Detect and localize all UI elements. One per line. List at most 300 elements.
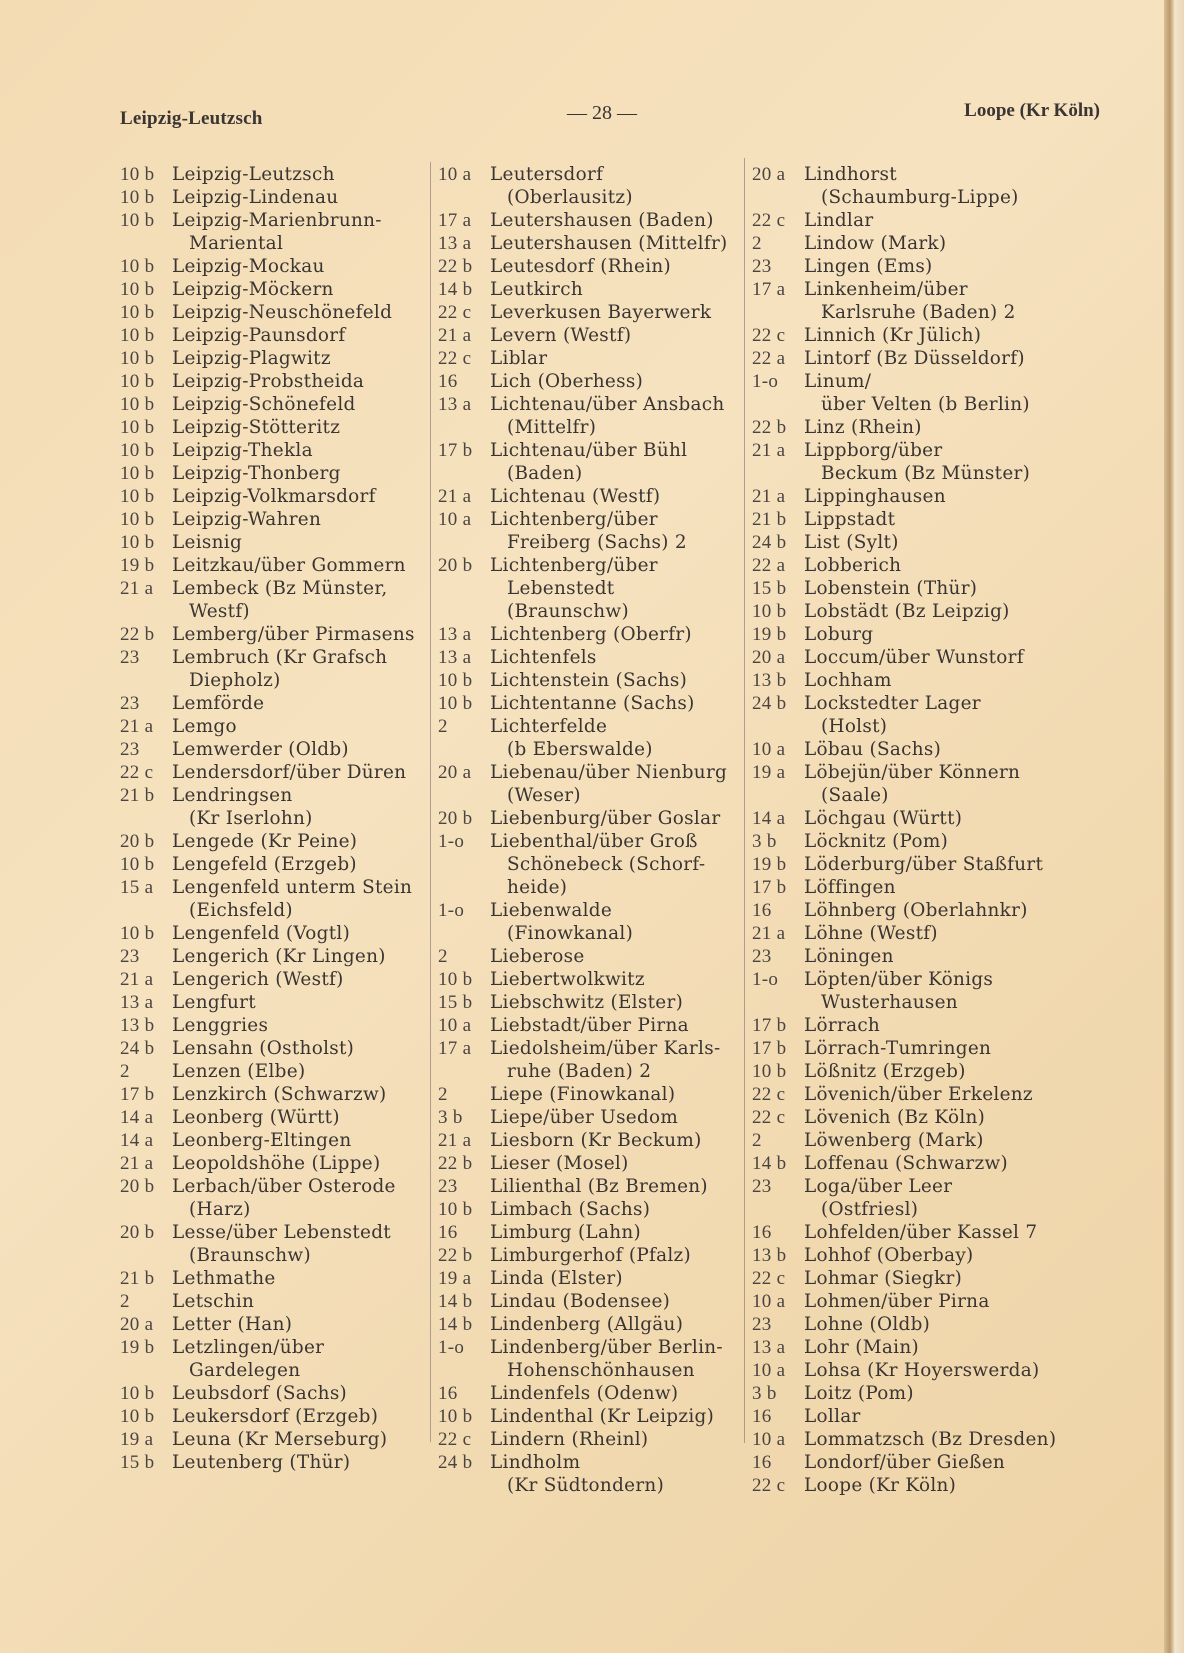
- entry-place-name: Lichtenau/über Ansbach: [490, 394, 725, 415]
- entry-place: [490, 1336, 743, 1382]
- entry-place: [172, 393, 435, 416]
- index-entry: [438, 899, 743, 945]
- page-number: — 28 —: [567, 102, 637, 124]
- entry-code: 14 a: [120, 1130, 154, 1151]
- index-entry: [752, 1267, 1072, 1290]
- entry-place: [804, 1152, 1072, 1175]
- entry-code: 10 b: [120, 302, 155, 323]
- entry-code: 10 b: [438, 1406, 473, 1427]
- index-entry: [438, 163, 743, 209]
- index-entry: [438, 1037, 743, 1083]
- index-entry: [438, 232, 743, 255]
- entry-place-name: Lengenfeld unterm Stein: [172, 877, 413, 898]
- entry-code: 10 b: [120, 325, 155, 346]
- entry-code: 10 a: [752, 1360, 786, 1381]
- index-entry: [752, 1083, 1072, 1106]
- index-entry: [752, 1014, 1072, 1037]
- entry-code: 10 b: [120, 164, 155, 185]
- index-entry: [752, 830, 1072, 853]
- entry-place: [804, 485, 1072, 508]
- entry-place-name: Löffingen: [804, 877, 896, 898]
- entry-place-name: Leopoldshöhe (Lippe): [172, 1153, 381, 1174]
- entry-place-name: Leutershausen (Baden): [490, 210, 714, 231]
- entry-place-continuation: Westf): [189, 601, 250, 622]
- index-entry: [120, 1267, 435, 1290]
- index-entry: [438, 1290, 743, 1313]
- entry-code: 22 c: [752, 325, 786, 346]
- entry-place: [490, 1382, 743, 1405]
- index-entry: [120, 692, 435, 715]
- entry-place: [172, 531, 435, 554]
- entry-place-name: Leutkirch: [490, 279, 583, 300]
- index-entry: [120, 1106, 435, 1129]
- index-entry: [752, 853, 1072, 876]
- index-entry: [438, 1451, 743, 1497]
- entry-code: 20 b: [120, 831, 155, 852]
- entry-code: 19 a: [120, 1429, 154, 1450]
- entry-place-name: Lichtenstein (Sachs): [490, 670, 688, 691]
- entry-code: 20 b: [438, 555, 473, 576]
- entry-place: [804, 1083, 1072, 1106]
- index-entry: [438, 1405, 743, 1428]
- entry-code: 22 c: [438, 1429, 472, 1450]
- entry-code: 22 c: [752, 1084, 786, 1105]
- entry-place-name: Lichtenberg/über: [490, 555, 658, 576]
- entry-place-name: Liepe/über Usedom: [490, 1107, 679, 1128]
- index-entry: [438, 1336, 743, 1382]
- column-divider: [744, 158, 745, 1443]
- entry-place: [172, 1175, 435, 1221]
- entry-place-name: Loope (Kr Köln): [804, 1475, 957, 1496]
- entry-place: [172, 485, 435, 508]
- entry-place-name: Lenggries: [172, 1015, 269, 1036]
- index-entry: [752, 324, 1072, 347]
- index-entry: [438, 1244, 743, 1267]
- entry-place-name: Leipzig-Probstheida: [172, 371, 365, 392]
- entry-place-name: Liblar: [490, 348, 548, 369]
- index-entry: [752, 807, 1072, 830]
- entry-place: [804, 1267, 1072, 1290]
- entry-place: [804, 1428, 1072, 1451]
- index-entry: [120, 1290, 435, 1313]
- index-entry: [752, 899, 1072, 922]
- index-entry: [438, 761, 743, 807]
- entry-place-continuation: (Mittelfr): [507, 417, 597, 438]
- header-last-entry: Loope (Kr Köln): [964, 100, 1100, 121]
- header-first-entry: Leipzig-Leutzsch: [120, 108, 263, 129]
- entry-place: [490, 1267, 743, 1290]
- entry-code: 1-o: [752, 969, 779, 990]
- entry-code: 10 b: [752, 601, 787, 622]
- index-entry: [438, 692, 743, 715]
- entry-place-name: Lintorf (Bz Düsseldorf): [804, 348, 1025, 369]
- page-header: [120, 100, 1100, 130]
- index-entry: [438, 554, 743, 623]
- entry-place-name: Liebenwalde: [490, 900, 613, 921]
- index-entry: [120, 968, 435, 991]
- entry-place: [172, 163, 435, 186]
- entry-place-name: Lövenich (Bz Köln): [804, 1107, 986, 1128]
- entry-place: [490, 1037, 743, 1083]
- index-entry: [438, 1129, 743, 1152]
- entry-code: 10 b: [120, 256, 155, 277]
- entry-code: 16: [752, 1222, 772, 1243]
- entry-place: [490, 945, 743, 968]
- entry-code: 21 a: [752, 923, 786, 944]
- entry-place-name: Löbau (Sachs): [804, 739, 942, 760]
- index-entry: [120, 830, 435, 853]
- entry-place: [490, 1014, 743, 1037]
- index-entry: [120, 278, 435, 301]
- entry-place-name: Lieser (Mosel): [490, 1153, 629, 1174]
- entry-place-name: Lengefeld (Erzgeb): [172, 854, 357, 875]
- entry-code: 10 b: [120, 923, 155, 944]
- entry-place-name: Löchgau (Württ): [804, 808, 963, 829]
- index-entry: [438, 991, 743, 1014]
- entry-place-name: Liedolsheim/über Karls-: [490, 1038, 721, 1059]
- entry-place-name: Lembruch (Kr Grafsch: [172, 647, 388, 668]
- entry-place: [804, 922, 1072, 945]
- entry-place-name: Lohne (Oldb): [804, 1314, 931, 1335]
- entry-code: 13 b: [752, 1245, 787, 1266]
- entry-code: 22 c: [752, 1268, 786, 1289]
- entry-place: [172, 1083, 435, 1106]
- entry-place: [804, 1474, 1072, 1497]
- index-entry: [120, 462, 435, 485]
- index-entry: [752, 600, 1072, 623]
- entry-code: 22 c: [438, 302, 472, 323]
- index-entry: [752, 761, 1072, 807]
- index-entry: [752, 1152, 1072, 1175]
- entry-place-name: Liebstadt/über Pirna: [490, 1015, 689, 1036]
- entry-place: [490, 1083, 743, 1106]
- entry-place-name: Lobberich: [804, 555, 902, 576]
- index-entry: [120, 324, 435, 347]
- entry-place: [490, 255, 743, 278]
- index-entry: [120, 1336, 435, 1382]
- entry-place-name: Lommatzsch (Bz Dresden): [804, 1429, 1057, 1450]
- entry-code: 10 b: [120, 463, 155, 484]
- entry-place-name: Lobstädt (Bz Leipzig): [804, 601, 1010, 622]
- entry-place-continuation: Gardelegen: [189, 1360, 301, 1381]
- entry-place-continuation: (Saale): [821, 785, 889, 806]
- entry-code: 23: [120, 946, 140, 967]
- entry-place: [172, 1014, 435, 1037]
- index-entry: [752, 508, 1072, 531]
- entry-code: 2: [120, 1061, 130, 1082]
- entry-place-name: Löderburg/über Staßfurt: [804, 854, 1044, 875]
- index-entry: [752, 163, 1072, 209]
- entry-code: 17 a: [438, 210, 472, 231]
- entry-place: [490, 1451, 743, 1497]
- entry-place: [172, 1428, 435, 1451]
- entry-code: 14 b: [438, 1314, 473, 1335]
- index-entry: [438, 1267, 743, 1290]
- entry-place-name: Lindlar: [804, 210, 874, 231]
- entry-place-name: Lichterfelde: [490, 716, 608, 737]
- entry-code: 14 a: [120, 1107, 154, 1128]
- entry-code: 22 c: [752, 1475, 786, 1496]
- column-2: [438, 163, 743, 1497]
- entry-code: 16: [438, 1383, 458, 1404]
- index-entry: [120, 301, 435, 324]
- entry-place-name: Leitzkau/über Gommern: [172, 555, 406, 576]
- entry-place-name: Liebertwolkwitz: [490, 969, 645, 990]
- index-entry: [752, 1290, 1072, 1313]
- entry-place: [490, 163, 743, 209]
- entry-place-name: Leukersdorf (Erzgeb): [172, 1406, 379, 1427]
- entry-place: [804, 1221, 1072, 1244]
- entry-place: [172, 554, 435, 577]
- entry-place: [804, 1336, 1072, 1359]
- entry-place-name: Leonberg-Eltingen: [172, 1130, 352, 1151]
- entry-place: [490, 1405, 743, 1428]
- entry-code: 23: [120, 647, 140, 668]
- index-entry: [438, 1083, 743, 1106]
- entry-place-continuation: Karlsruhe (Baden) 2: [821, 302, 1016, 323]
- entry-place-name: Limburgerhof (Pfalz): [490, 1245, 692, 1266]
- index-entry: [752, 1359, 1072, 1382]
- entry-code: 22 b: [438, 256, 473, 277]
- entry-code: 2: [438, 946, 448, 967]
- index-entry: [752, 1129, 1072, 1152]
- entry-place-name: Lichtentanne (Sachs): [490, 693, 695, 714]
- index-entry: [438, 1382, 743, 1405]
- entry-code: 10 b: [438, 969, 473, 990]
- entry-code: 24 b: [752, 693, 787, 714]
- entry-place-name: Loitz (Pom): [804, 1383, 914, 1404]
- index-entry: [438, 1175, 743, 1198]
- entry-place: [172, 1106, 435, 1129]
- index-entry: [438, 1014, 743, 1037]
- index-entry: [438, 1106, 743, 1129]
- entry-place-name: Lichtenberg (Oberfr): [490, 624, 692, 645]
- entry-code: 21 b: [752, 509, 787, 530]
- entry-place: [804, 1290, 1072, 1313]
- entry-code: 10 a: [438, 1015, 472, 1036]
- entry-code: 14 b: [438, 279, 473, 300]
- index-entry: [438, 1221, 743, 1244]
- index-entry: [752, 692, 1072, 738]
- index-entry: [120, 531, 435, 554]
- entry-place: [172, 1221, 435, 1267]
- entry-place: [804, 1060, 1072, 1083]
- entry-place-continuation: über Velten (b Berlin): [821, 394, 1030, 415]
- index-entry: [752, 1451, 1072, 1474]
- entry-code: 20 a: [120, 1314, 154, 1335]
- entry-place-name: Löcknitz (Pom): [804, 831, 949, 852]
- entry-place: [804, 1405, 1072, 1428]
- entry-place: [172, 186, 435, 209]
- index-entry: [752, 1382, 1072, 1405]
- entry-code: 1-o: [752, 371, 779, 392]
- entry-place: [172, 324, 435, 347]
- entry-place: [490, 899, 743, 945]
- index-entry: [120, 945, 435, 968]
- index-entry: [752, 738, 1072, 761]
- entry-place-name: Lemförde: [172, 693, 265, 714]
- index-entry: [120, 1083, 435, 1106]
- index-entry: [120, 1129, 435, 1152]
- entry-place: [172, 876, 435, 922]
- entry-place-name: Lingen (Ems): [804, 256, 933, 277]
- index-entry: [120, 416, 435, 439]
- entry-code: 2: [438, 716, 448, 737]
- entry-place-name: Lippinghausen: [804, 486, 946, 507]
- entry-code: 10 b: [120, 854, 155, 875]
- entry-code: 19 a: [752, 762, 786, 783]
- entry-place: [804, 968, 1072, 1014]
- entry-place-name: Leipzig-Thekla: [172, 440, 313, 461]
- entry-place-name: Lenzkirch (Schwarzw): [172, 1084, 387, 1105]
- index-entry: [752, 278, 1072, 324]
- entry-place-name: Letschin: [172, 1291, 255, 1312]
- entry-code: 10 b: [438, 693, 473, 714]
- entry-place: [490, 370, 743, 393]
- entry-code: 16: [752, 900, 772, 921]
- entry-place: [804, 646, 1072, 669]
- entry-place: [172, 715, 435, 738]
- entry-place-name: Lohsa (Kr Hoyerswerda): [804, 1360, 1040, 1381]
- entry-place: [172, 1129, 435, 1152]
- entry-place-continuation: ruhe (Baden) 2: [507, 1061, 652, 1082]
- entry-code: 10 b: [120, 1383, 155, 1404]
- entry-place-name: Leipzig-Volkmarsdorf: [172, 486, 376, 507]
- entry-place-name: Lieberose: [490, 946, 585, 967]
- index-entry: [120, 508, 435, 531]
- entry-place-continuation: Schönebeck (Schorf- heide): [507, 854, 706, 898]
- entry-code: 10 b: [438, 1199, 473, 1220]
- entry-code: 21 a: [438, 325, 472, 346]
- index-entry: [752, 876, 1072, 899]
- entry-code: 10 a: [438, 509, 472, 530]
- entry-place-name: Lengfurt: [172, 992, 256, 1013]
- entry-code: 13 b: [120, 1015, 155, 1036]
- entry-place-name: Lochham: [804, 670, 892, 691]
- entry-place: [172, 347, 435, 370]
- entry-place: [490, 1221, 743, 1244]
- entry-place: [490, 439, 743, 485]
- entry-code: 2: [752, 233, 762, 254]
- entry-code: 17 b: [752, 1038, 787, 1059]
- entry-place: [804, 738, 1072, 761]
- entry-place: [172, 738, 435, 761]
- index-entry: [752, 370, 1072, 416]
- entry-place-name: Limbach (Sachs): [490, 1199, 651, 1220]
- index-entry: [752, 1244, 1072, 1267]
- entry-code: 10 b: [120, 440, 155, 461]
- entry-place-continuation: Hohenschönhausen: [507, 1360, 695, 1381]
- entry-place-name: Lörrach: [804, 1015, 881, 1036]
- entry-place-continuation: (Kr Iserlohn): [189, 808, 313, 829]
- entry-place-continuation: (Holst): [821, 716, 888, 737]
- entry-place-name: Leipzig-Thonberg: [172, 463, 341, 484]
- entry-place-name: Lemberg/über Pirmasens: [172, 624, 415, 645]
- entry-place-name: Lockstedter Lager: [804, 693, 981, 714]
- entry-place: [804, 577, 1072, 600]
- entry-place-continuation: (Kr Südtondern): [507, 1475, 665, 1496]
- entry-code: 24 b: [438, 1452, 473, 1473]
- entry-code: 20 b: [120, 1222, 155, 1243]
- entry-code: 10 b: [752, 1061, 787, 1082]
- entry-place-name: Lohfelden/über Kassel 7: [804, 1222, 1038, 1243]
- entry-place-name: Letzlingen/über: [172, 1337, 325, 1358]
- entry-place-name: Loga/über Leer: [804, 1176, 953, 1197]
- index-entry: [438, 646, 743, 669]
- entry-code: 14 b: [438, 1291, 473, 1312]
- entry-code: 17 b: [752, 877, 787, 898]
- entry-code: 2: [752, 1130, 762, 1151]
- index-entry: [752, 577, 1072, 600]
- index-entry: [120, 715, 435, 738]
- entry-place-continuation: (Harz): [189, 1199, 251, 1220]
- entry-place: [804, 347, 1072, 370]
- entry-code: 21 b: [120, 1268, 155, 1289]
- entry-code: 22 b: [120, 624, 155, 645]
- entry-code: 10 a: [752, 1429, 786, 1450]
- index-entry: [120, 1221, 435, 1267]
- entry-place-name: List (Sylt): [804, 532, 899, 553]
- index-entry: [752, 1313, 1072, 1336]
- entry-place-name: Limburg (Lahn): [490, 1222, 641, 1243]
- index-entry: [120, 577, 435, 623]
- entry-place: [804, 1129, 1072, 1152]
- entry-place-name: Lenzen (Elbe): [172, 1061, 306, 1082]
- entry-place-name: Liebenthal/über Groß: [490, 831, 698, 852]
- entry-place: [172, 1060, 435, 1083]
- entry-code: 22 a: [752, 555, 786, 576]
- entry-code: 19 b: [120, 1337, 155, 1358]
- entry-place-name: Lemwerder (Oldb): [172, 739, 349, 760]
- index-entry: [120, 1313, 435, 1336]
- entry-code: 14 b: [752, 1153, 787, 1174]
- entry-code: 21 a: [438, 486, 472, 507]
- index-entry: [438, 324, 743, 347]
- entry-place-name: Leonberg (Württ): [172, 1107, 340, 1128]
- entry-code: 15 b: [120, 1452, 155, 1473]
- entry-place-name: Leipzig-Wahren: [172, 509, 322, 530]
- entry-code: 21 a: [120, 1153, 154, 1174]
- entry-place-name: Lensahn (Ostholst): [172, 1038, 355, 1059]
- entry-place: [804, 370, 1072, 416]
- entry-place: [490, 1152, 743, 1175]
- entry-place: [804, 508, 1072, 531]
- entry-place-name: Lörrach-Tumringen: [804, 1038, 992, 1059]
- entry-place: [172, 968, 435, 991]
- entry-place-name: Loburg: [804, 624, 874, 645]
- entry-code: 3 b: [752, 831, 777, 852]
- entry-place: [804, 1037, 1072, 1060]
- index-entry: [120, 922, 435, 945]
- entry-place-continuation: (Ostfriesl): [821, 1199, 919, 1220]
- index-entry: [120, 784, 435, 830]
- entry-place-name: Lindow (Mark): [804, 233, 947, 254]
- entry-code: 23: [752, 256, 772, 277]
- entry-place: [804, 324, 1072, 347]
- entry-place: [804, 600, 1072, 623]
- entry-place-name: Leipzig-Paunsdorf: [172, 325, 346, 346]
- index-entry: [120, 347, 435, 370]
- index-entry: [752, 1474, 1072, 1497]
- index-entry: [120, 646, 435, 692]
- index-entry: [752, 922, 1072, 945]
- index-entry: [120, 209, 435, 255]
- entry-code: 21 a: [120, 578, 154, 599]
- entry-code: 21 a: [752, 440, 786, 461]
- entry-place-name: Lethmathe: [172, 1268, 276, 1289]
- entry-place-continuation: (Schaumburg-Lippe): [821, 187, 1019, 208]
- entry-place: [172, 830, 435, 853]
